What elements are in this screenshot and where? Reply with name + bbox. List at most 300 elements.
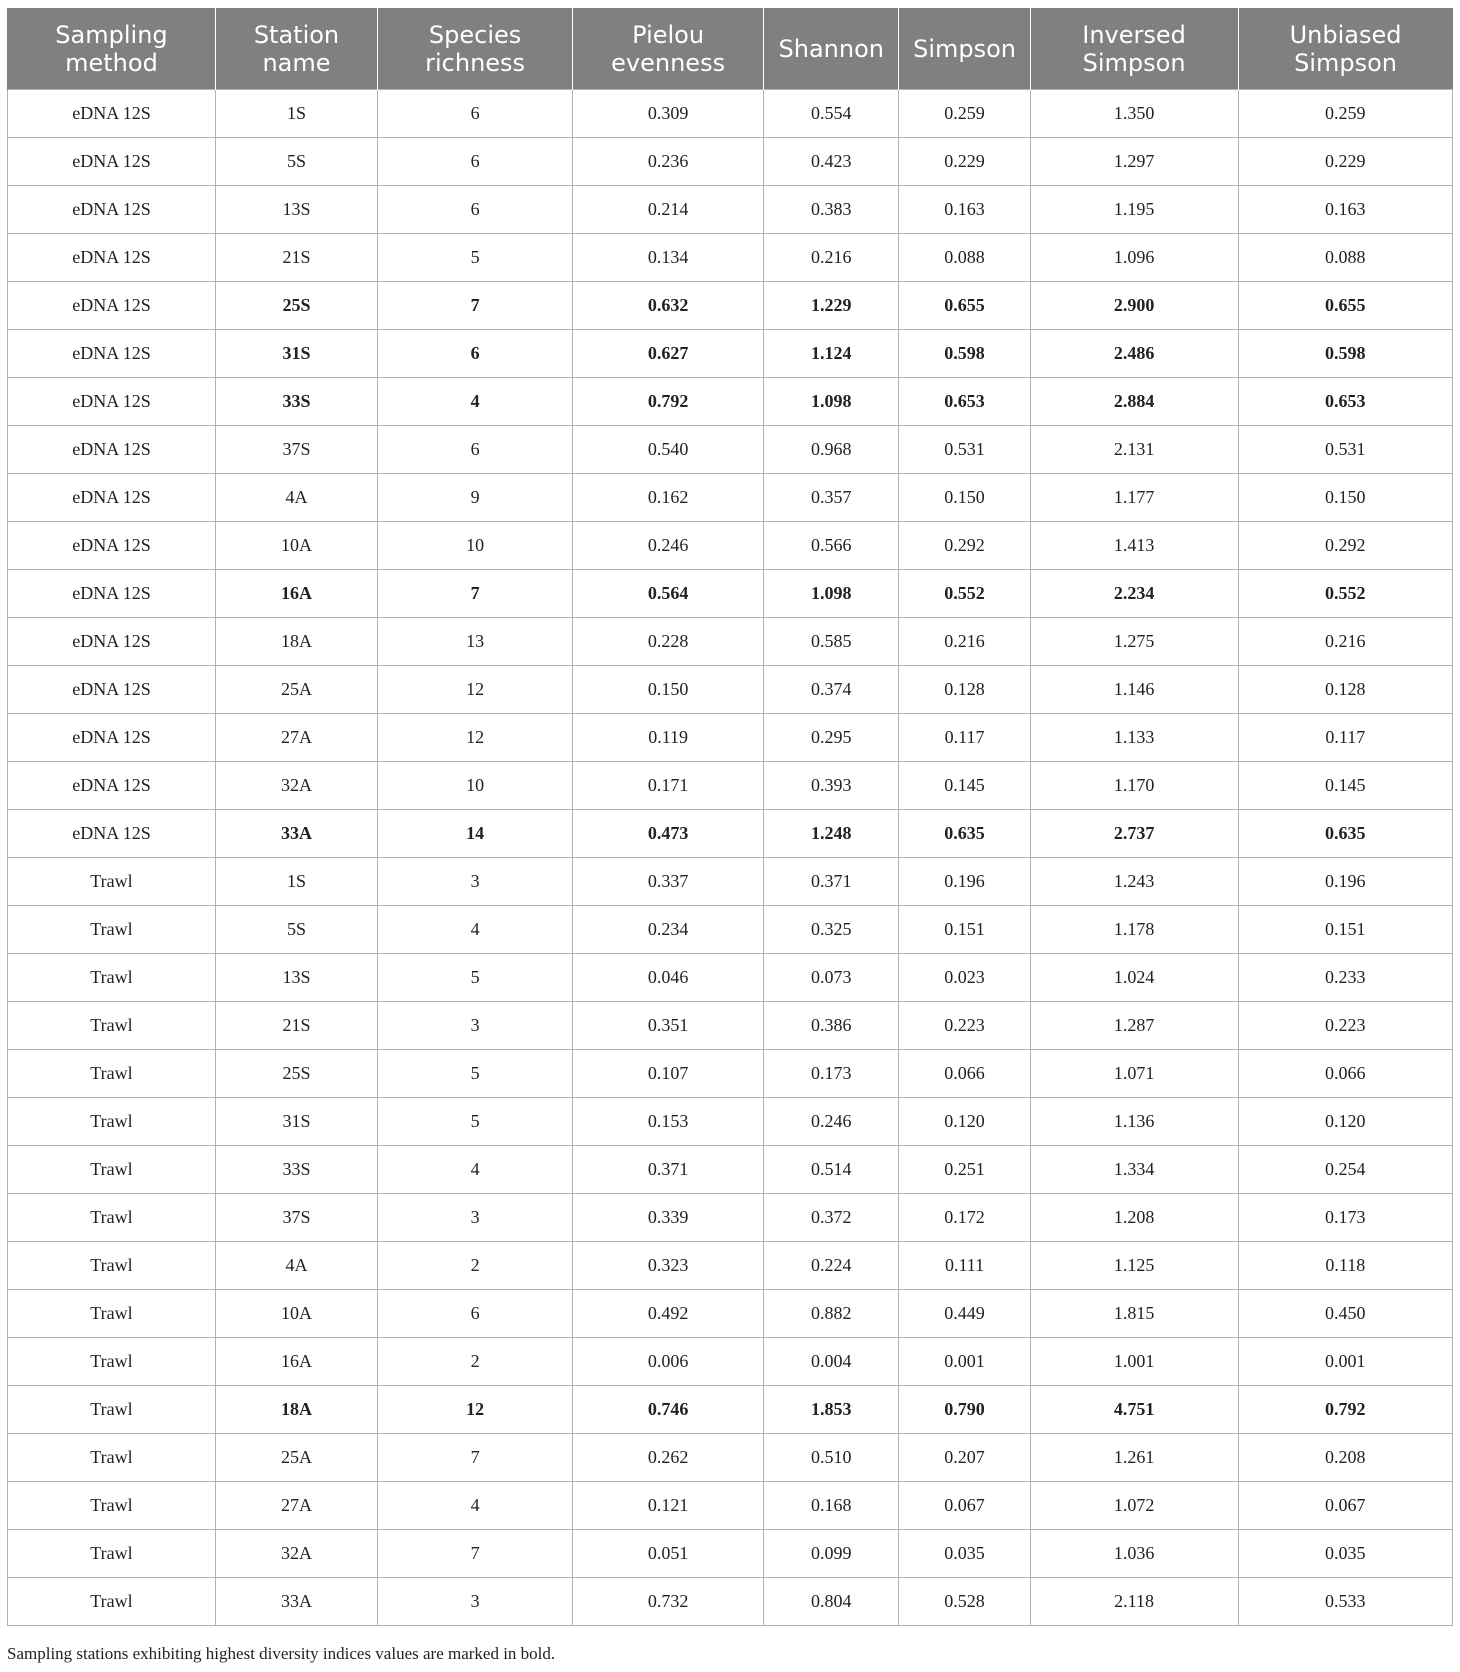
cell-shannon: 0.423	[764, 138, 899, 186]
cell-station-name: 27A	[215, 1482, 377, 1530]
table-row	[8, 954, 1453, 1002]
cell-sampling-method: eDNA 12S	[8, 234, 216, 282]
cell-shannon: 0.374	[764, 666, 899, 714]
cell-pielou-evenness: 0.339	[573, 1194, 764, 1242]
cell-station-name: 4A	[215, 474, 377, 522]
cell-shannon: 1.098	[764, 570, 899, 618]
cell-pielou-evenness: 0.632	[573, 282, 764, 330]
cell-species-richness: 12	[378, 666, 573, 714]
cell-inversed-simpson: 1.125	[1030, 1242, 1238, 1290]
cell-shannon: 1.853	[764, 1386, 899, 1434]
cell-unbiased-simpson: 0.151	[1238, 906, 1452, 954]
cell-inversed-simpson: 2.486	[1030, 330, 1238, 378]
cell-station-name: 25A	[215, 666, 377, 714]
cell-shannon: 0.099	[764, 1530, 899, 1578]
cell-simpson: 0.172	[899, 1194, 1030, 1242]
column-header-station-name: Station name	[215, 8, 377, 90]
cell-species-richness: 14	[378, 810, 573, 858]
cell-inversed-simpson: 1.177	[1030, 474, 1238, 522]
cell-station-name: 21S	[215, 1002, 377, 1050]
cell-species-richness: 5	[378, 954, 573, 1002]
cell-unbiased-simpson: 0.635	[1238, 810, 1452, 858]
cell-unbiased-simpson: 0.229	[1238, 138, 1452, 186]
cell-sampling-method: Trawl	[8, 1050, 216, 1098]
cell-pielou-evenness: 0.107	[573, 1050, 764, 1098]
cell-inversed-simpson: 1.287	[1030, 1002, 1238, 1050]
cell-station-name: 21S	[215, 234, 377, 282]
cell-simpson: 0.001	[899, 1338, 1030, 1386]
cell-species-richness: 4	[378, 378, 573, 426]
cell-station-name: 25S	[215, 1050, 377, 1098]
cell-station-name: 13S	[215, 954, 377, 1002]
cell-station-name: 5S	[215, 138, 377, 186]
cell-sampling-method: Trawl	[8, 1530, 216, 1578]
cell-shannon: 0.173	[764, 1050, 899, 1098]
cell-sampling-method: eDNA 12S	[8, 138, 216, 186]
cell-pielou-evenness: 0.564	[573, 570, 764, 618]
cell-simpson: 0.598	[899, 330, 1030, 378]
cell-shannon: 0.554	[764, 90, 899, 138]
cell-species-richness: 7	[378, 570, 573, 618]
cell-station-name: 1S	[215, 858, 377, 906]
cell-simpson: 0.259	[899, 90, 1030, 138]
cell-pielou-evenness: 0.323	[573, 1242, 764, 1290]
table-row	[8, 858, 1453, 906]
cell-species-richness: 2	[378, 1338, 573, 1386]
cell-pielou-evenness: 0.214	[573, 186, 764, 234]
cell-station-name: 37S	[215, 1194, 377, 1242]
table-row	[8, 426, 1453, 474]
table-footnote: Sampling stations exhibiting highest diversity indices values are marked in bold.	[7, 1644, 556, 1663]
cell-pielou-evenness: 0.150	[573, 666, 764, 714]
cell-inversed-simpson: 2.131	[1030, 426, 1238, 474]
cell-station-name: 33S	[215, 1146, 377, 1194]
cell-unbiased-simpson: 0.292	[1238, 522, 1452, 570]
cell-sampling-method: Trawl	[8, 1338, 216, 1386]
cell-unbiased-simpson: 0.067	[1238, 1482, 1452, 1530]
cell-simpson: 0.223	[899, 1002, 1030, 1050]
cell-inversed-simpson: 1.275	[1030, 618, 1238, 666]
cell-species-richness: 6	[378, 90, 573, 138]
cell-sampling-method: Trawl	[8, 1242, 216, 1290]
table-row	[8, 1050, 1453, 1098]
cell-species-richness: 4	[378, 1146, 573, 1194]
cell-station-name: 25A	[215, 1434, 377, 1482]
cell-inversed-simpson: 4.751	[1030, 1386, 1238, 1434]
column-header-inversed-simpson: Inversed Simpson	[1030, 8, 1238, 90]
cell-species-richness: 3	[378, 1194, 573, 1242]
cell-inversed-simpson: 1.136	[1030, 1098, 1238, 1146]
cell-sampling-method: Trawl	[8, 1098, 216, 1146]
cell-shannon: 0.510	[764, 1434, 899, 1482]
cell-simpson: 0.150	[899, 474, 1030, 522]
cell-simpson: 0.635	[899, 810, 1030, 858]
cell-station-name: 27A	[215, 714, 377, 762]
table-row	[8, 522, 1453, 570]
cell-pielou-evenness: 0.006	[573, 1338, 764, 1386]
cell-shannon: 1.229	[764, 282, 899, 330]
cell-species-richness: 3	[378, 858, 573, 906]
cell-pielou-evenness: 0.262	[573, 1434, 764, 1482]
cell-sampling-method: Trawl	[8, 1290, 216, 1338]
cell-inversed-simpson: 1.243	[1030, 858, 1238, 906]
cell-simpson: 0.163	[899, 186, 1030, 234]
cell-pielou-evenness: 0.473	[573, 810, 764, 858]
cell-simpson: 0.531	[899, 426, 1030, 474]
cell-sampling-method: Trawl	[8, 954, 216, 1002]
cell-inversed-simpson: 1.297	[1030, 138, 1238, 186]
cell-species-richness: 7	[378, 1434, 573, 1482]
cell-inversed-simpson: 2.900	[1030, 282, 1238, 330]
cell-station-name: 1S	[215, 90, 377, 138]
cell-sampling-method: eDNA 12S	[8, 186, 216, 234]
cell-station-name: 32A	[215, 1530, 377, 1578]
cell-station-name: 10A	[215, 1290, 377, 1338]
cell-inversed-simpson: 2.884	[1030, 378, 1238, 426]
cell-station-name: 37S	[215, 426, 377, 474]
table-row	[8, 1434, 1453, 1482]
table-row	[8, 1242, 1453, 1290]
table-row	[8, 1146, 1453, 1194]
cell-species-richness: 10	[378, 762, 573, 810]
cell-sampling-method: eDNA 12S	[8, 330, 216, 378]
table-row	[8, 666, 1453, 714]
cell-sampling-method: Trawl	[8, 1578, 216, 1626]
cell-pielou-evenness: 0.051	[573, 1530, 764, 1578]
cell-unbiased-simpson: 0.118	[1238, 1242, 1452, 1290]
cell-unbiased-simpson: 0.233	[1238, 954, 1452, 1002]
cell-species-richness: 6	[378, 1290, 573, 1338]
cell-inversed-simpson: 1.178	[1030, 906, 1238, 954]
cell-inversed-simpson: 1.071	[1030, 1050, 1238, 1098]
table-row	[8, 138, 1453, 186]
cell-pielou-evenness: 0.121	[573, 1482, 764, 1530]
cell-unbiased-simpson: 0.163	[1238, 186, 1452, 234]
cell-shannon: 1.098	[764, 378, 899, 426]
cell-station-name: 18A	[215, 1386, 377, 1434]
cell-sampling-method: eDNA 12S	[8, 474, 216, 522]
table-row	[8, 810, 1453, 858]
cell-species-richness: 2	[378, 1242, 573, 1290]
cell-shannon: 0.295	[764, 714, 899, 762]
cell-simpson: 0.196	[899, 858, 1030, 906]
table-row	[8, 474, 1453, 522]
cell-sampling-method: eDNA 12S	[8, 426, 216, 474]
cell-simpson: 0.552	[899, 570, 1030, 618]
cell-simpson: 0.653	[899, 378, 1030, 426]
cell-simpson: 0.111	[899, 1242, 1030, 1290]
cell-inversed-simpson: 1.170	[1030, 762, 1238, 810]
cell-shannon: 0.566	[764, 522, 899, 570]
cell-shannon: 0.585	[764, 618, 899, 666]
cell-shannon: 0.004	[764, 1338, 899, 1386]
cell-sampling-method: eDNA 12S	[8, 522, 216, 570]
cell-shannon: 0.371	[764, 858, 899, 906]
cell-simpson: 0.023	[899, 954, 1030, 1002]
cell-unbiased-simpson: 0.531	[1238, 426, 1452, 474]
table-row	[8, 90, 1453, 138]
table-row	[8, 330, 1453, 378]
cell-shannon: 0.386	[764, 1002, 899, 1050]
cell-pielou-evenness: 0.228	[573, 618, 764, 666]
cell-station-name: 33A	[215, 810, 377, 858]
cell-inversed-simpson: 1.146	[1030, 666, 1238, 714]
cell-sampling-method: Trawl	[8, 1146, 216, 1194]
cell-sampling-method: Trawl	[8, 906, 216, 954]
cell-unbiased-simpson: 0.598	[1238, 330, 1452, 378]
cell-station-name: 33S	[215, 378, 377, 426]
table-row	[8, 714, 1453, 762]
cell-simpson: 0.145	[899, 762, 1030, 810]
cell-station-name: 16A	[215, 1338, 377, 1386]
cell-station-name: 13S	[215, 186, 377, 234]
cell-pielou-evenness: 0.171	[573, 762, 764, 810]
cell-sampling-method: Trawl	[8, 1482, 216, 1530]
cell-inversed-simpson: 1.024	[1030, 954, 1238, 1002]
cell-station-name: 25S	[215, 282, 377, 330]
cell-species-richness: 6	[378, 138, 573, 186]
cell-pielou-evenness: 0.627	[573, 330, 764, 378]
cell-unbiased-simpson: 0.533	[1238, 1578, 1452, 1626]
column-header-simpson: Simpson	[899, 8, 1030, 90]
cell-station-name: 16A	[215, 570, 377, 618]
cell-simpson: 0.088	[899, 234, 1030, 282]
table-row	[8, 282, 1453, 330]
cell-species-richness: 5	[378, 1050, 573, 1098]
cell-inversed-simpson: 1.096	[1030, 234, 1238, 282]
table-row	[8, 378, 1453, 426]
cell-inversed-simpson: 1.001	[1030, 1338, 1238, 1386]
table-row	[8, 1338, 1453, 1386]
cell-pielou-evenness: 0.153	[573, 1098, 764, 1146]
cell-shannon: 0.383	[764, 186, 899, 234]
cell-station-name: 31S	[215, 1098, 377, 1146]
cell-inversed-simpson: 2.118	[1030, 1578, 1238, 1626]
cell-sampling-method: eDNA 12S	[8, 714, 216, 762]
cell-unbiased-simpson: 0.259	[1238, 90, 1452, 138]
table-row	[8, 1386, 1453, 1434]
cell-simpson: 0.216	[899, 618, 1030, 666]
header-row	[8, 8, 1453, 90]
table-row	[8, 762, 1453, 810]
cell-simpson: 0.449	[899, 1290, 1030, 1338]
cell-shannon: 1.248	[764, 810, 899, 858]
table-row	[8, 234, 1453, 282]
cell-pielou-evenness: 0.162	[573, 474, 764, 522]
cell-sampling-method: eDNA 12S	[8, 282, 216, 330]
cell-unbiased-simpson: 0.128	[1238, 666, 1452, 714]
cell-simpson: 0.207	[899, 1434, 1030, 1482]
column-header-unbiased-simpson: Unbiased Simpson	[1238, 8, 1452, 90]
column-header-sampling-method: Sampling method	[8, 8, 216, 90]
cell-inversed-simpson: 1.195	[1030, 186, 1238, 234]
cell-unbiased-simpson: 0.216	[1238, 618, 1452, 666]
cell-simpson: 0.117	[899, 714, 1030, 762]
cell-sampling-method: eDNA 12S	[8, 570, 216, 618]
table-row	[8, 618, 1453, 666]
cell-unbiased-simpson: 0.035	[1238, 1530, 1452, 1578]
cell-inversed-simpson: 1.815	[1030, 1290, 1238, 1338]
cell-station-name: 5S	[215, 906, 377, 954]
cell-shannon: 0.804	[764, 1578, 899, 1626]
cell-unbiased-simpson: 0.552	[1238, 570, 1452, 618]
cell-shannon: 0.357	[764, 474, 899, 522]
cell-shannon: 0.246	[764, 1098, 899, 1146]
cell-simpson: 0.292	[899, 522, 1030, 570]
cell-pielou-evenness: 0.236	[573, 138, 764, 186]
table-header	[8, 8, 1453, 90]
table-row	[8, 1290, 1453, 1338]
cell-shannon: 0.168	[764, 1482, 899, 1530]
cell-unbiased-simpson: 0.254	[1238, 1146, 1452, 1194]
cell-species-richness: 6	[378, 186, 573, 234]
cell-sampling-method: Trawl	[8, 858, 216, 906]
cell-species-richness: 6	[378, 426, 573, 474]
cell-unbiased-simpson: 0.653	[1238, 378, 1452, 426]
cell-shannon: 0.372	[764, 1194, 899, 1242]
cell-species-richness: 10	[378, 522, 573, 570]
cell-unbiased-simpson: 0.655	[1238, 282, 1452, 330]
cell-inversed-simpson: 1.334	[1030, 1146, 1238, 1194]
cell-station-name: 33A	[215, 1578, 377, 1626]
cell-shannon: 0.224	[764, 1242, 899, 1290]
cell-species-richness: 13	[378, 618, 573, 666]
table-row	[8, 1530, 1453, 1578]
cell-station-name: 31S	[215, 330, 377, 378]
cell-simpson: 0.128	[899, 666, 1030, 714]
cell-sampling-method: Trawl	[8, 1434, 216, 1482]
table-row	[8, 186, 1453, 234]
cell-species-richness: 7	[378, 1530, 573, 1578]
table-row	[8, 570, 1453, 618]
cell-species-richness: 12	[378, 714, 573, 762]
cell-unbiased-simpson: 0.450	[1238, 1290, 1452, 1338]
cell-station-name: 32A	[215, 762, 377, 810]
cell-simpson: 0.251	[899, 1146, 1030, 1194]
cell-simpson: 0.790	[899, 1386, 1030, 1434]
cell-simpson: 0.229	[899, 138, 1030, 186]
cell-shannon: 0.216	[764, 234, 899, 282]
cell-pielou-evenness: 0.234	[573, 906, 764, 954]
cell-unbiased-simpson: 0.792	[1238, 1386, 1452, 1434]
cell-inversed-simpson: 1.413	[1030, 522, 1238, 570]
cell-sampling-method: eDNA 12S	[8, 90, 216, 138]
cell-unbiased-simpson: 0.088	[1238, 234, 1452, 282]
cell-pielou-evenness: 0.746	[573, 1386, 764, 1434]
cell-pielou-evenness: 0.337	[573, 858, 764, 906]
table-row	[8, 1002, 1453, 1050]
cell-pielou-evenness: 0.732	[573, 1578, 764, 1626]
cell-inversed-simpson: 1.350	[1030, 90, 1238, 138]
table-row	[8, 906, 1453, 954]
cell-inversed-simpson: 2.234	[1030, 570, 1238, 618]
cell-species-richness: 5	[378, 1098, 573, 1146]
diversity-table	[7, 8, 1453, 1626]
cell-simpson: 0.067	[899, 1482, 1030, 1530]
cell-pielou-evenness: 0.134	[573, 234, 764, 282]
cell-unbiased-simpson: 0.001	[1238, 1338, 1452, 1386]
cell-pielou-evenness: 0.492	[573, 1290, 764, 1338]
cell-species-richness: 9	[378, 474, 573, 522]
cell-sampling-method: Trawl	[8, 1386, 216, 1434]
cell-species-richness: 3	[378, 1002, 573, 1050]
cell-sampling-method: eDNA 12S	[8, 762, 216, 810]
cell-sampling-method: eDNA 12S	[8, 378, 216, 426]
cell-pielou-evenness: 0.246	[573, 522, 764, 570]
cell-sampling-method: eDNA 12S	[8, 810, 216, 858]
cell-pielou-evenness: 0.540	[573, 426, 764, 474]
cell-inversed-simpson: 1.072	[1030, 1482, 1238, 1530]
cell-unbiased-simpson: 0.120	[1238, 1098, 1452, 1146]
cell-station-name: 4A	[215, 1242, 377, 1290]
table-row	[8, 1578, 1453, 1626]
table-body	[8, 90, 1453, 1626]
cell-pielou-evenness: 0.371	[573, 1146, 764, 1194]
cell-pielou-evenness: 0.351	[573, 1002, 764, 1050]
cell-inversed-simpson: 1.036	[1030, 1530, 1238, 1578]
cell-shannon: 1.124	[764, 330, 899, 378]
cell-shannon: 0.514	[764, 1146, 899, 1194]
cell-unbiased-simpson: 0.145	[1238, 762, 1452, 810]
cell-station-name: 10A	[215, 522, 377, 570]
column-header-species-richness: Species richness	[378, 8, 573, 90]
cell-simpson: 0.528	[899, 1578, 1030, 1626]
cell-shannon: 0.968	[764, 426, 899, 474]
cell-unbiased-simpson: 0.196	[1238, 858, 1452, 906]
table-row	[8, 1098, 1453, 1146]
cell-unbiased-simpson: 0.173	[1238, 1194, 1452, 1242]
cell-species-richness: 6	[378, 330, 573, 378]
cell-species-richness: 4	[378, 906, 573, 954]
column-header-pielou-evenness: Pielou evenness	[573, 8, 764, 90]
cell-sampling-method: eDNA 12S	[8, 618, 216, 666]
cell-species-richness: 3	[378, 1578, 573, 1626]
table-row	[8, 1482, 1453, 1530]
diversity-table-container	[7, 8, 1453, 1626]
cell-pielou-evenness: 0.046	[573, 954, 764, 1002]
cell-sampling-method: eDNA 12S	[8, 666, 216, 714]
cell-unbiased-simpson: 0.117	[1238, 714, 1452, 762]
cell-species-richness: 5	[378, 234, 573, 282]
table-row	[8, 1194, 1453, 1242]
cell-pielou-evenness: 0.309	[573, 90, 764, 138]
cell-station-name: 18A	[215, 618, 377, 666]
cell-species-richness: 12	[378, 1386, 573, 1434]
cell-inversed-simpson: 1.208	[1030, 1194, 1238, 1242]
cell-simpson: 0.035	[899, 1530, 1030, 1578]
cell-unbiased-simpson: 0.223	[1238, 1002, 1452, 1050]
cell-unbiased-simpson: 0.066	[1238, 1050, 1452, 1098]
cell-unbiased-simpson: 0.150	[1238, 474, 1452, 522]
cell-simpson: 0.120	[899, 1098, 1030, 1146]
cell-sampling-method: Trawl	[8, 1002, 216, 1050]
cell-unbiased-simpson: 0.208	[1238, 1434, 1452, 1482]
cell-simpson: 0.151	[899, 906, 1030, 954]
cell-pielou-evenness: 0.792	[573, 378, 764, 426]
cell-species-richness: 4	[378, 1482, 573, 1530]
cell-sampling-method: Trawl	[8, 1194, 216, 1242]
column-header-shannon: Shannon	[764, 8, 899, 90]
cell-species-richness: 7	[378, 282, 573, 330]
cell-inversed-simpson: 2.737	[1030, 810, 1238, 858]
cell-inversed-simpson: 1.261	[1030, 1434, 1238, 1482]
cell-shannon: 0.325	[764, 906, 899, 954]
cell-shannon: 0.882	[764, 1290, 899, 1338]
cell-shannon: 0.393	[764, 762, 899, 810]
cell-inversed-simpson: 1.133	[1030, 714, 1238, 762]
cell-simpson: 0.655	[899, 282, 1030, 330]
cell-pielou-evenness: 0.119	[573, 714, 764, 762]
